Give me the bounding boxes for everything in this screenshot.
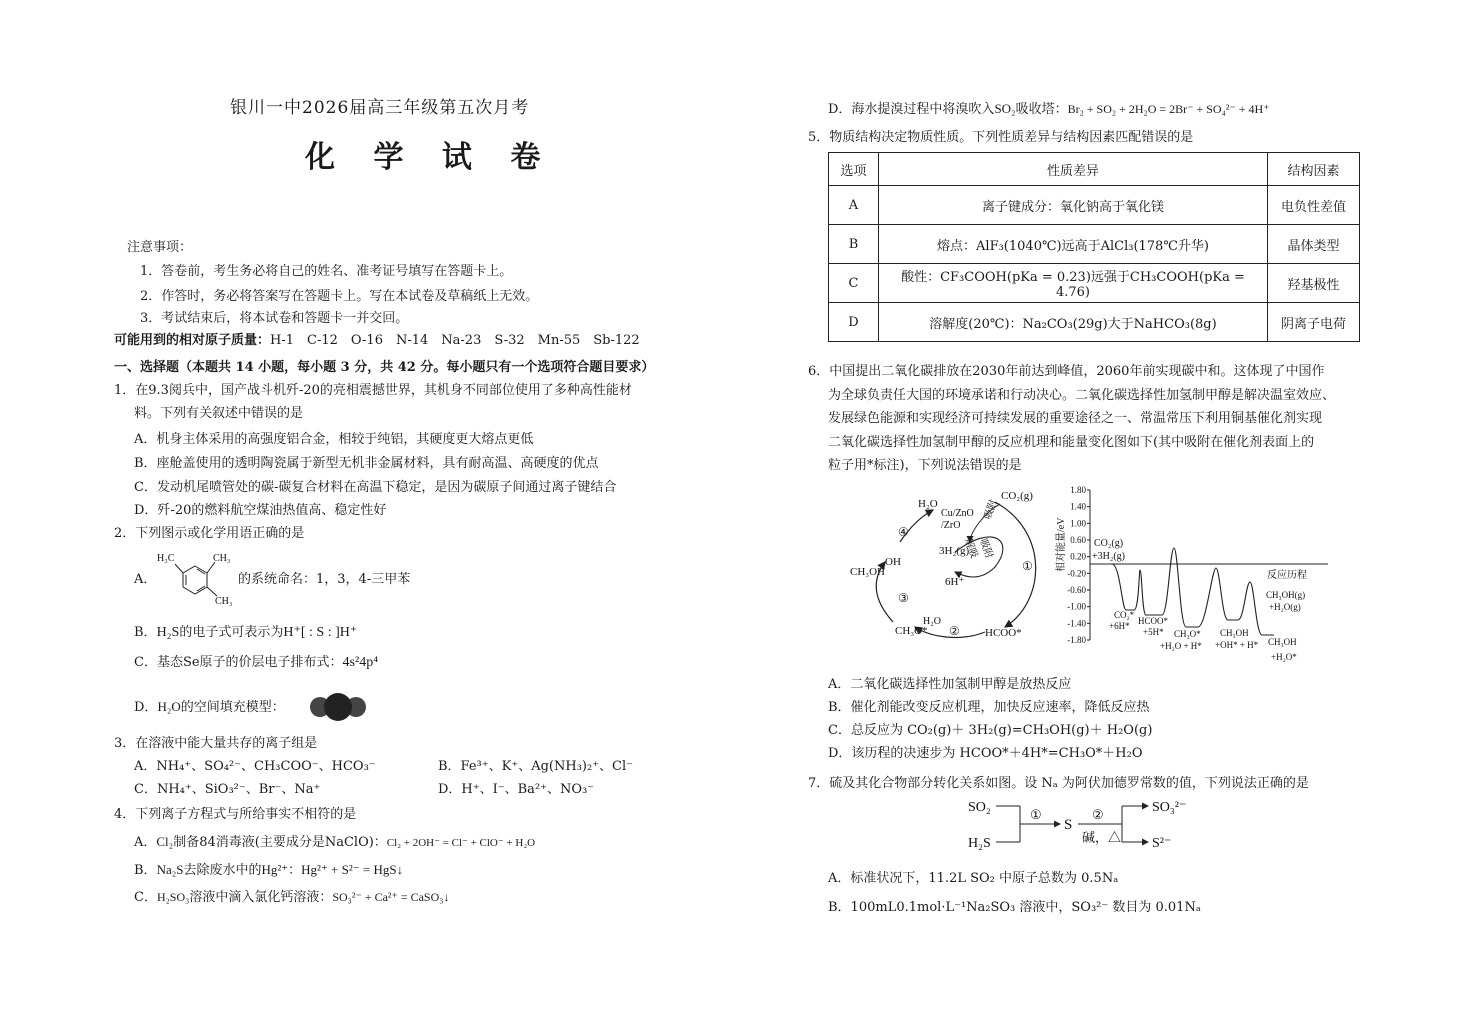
table-cell-property: 熔点：AlF₃(1040℃)远高于AlCl₃(178℃升华): [879, 225, 1268, 264]
table-header-cell: 性质差异: [879, 153, 1268, 186]
cycle-catalyst1: Cu/ZnO: [941, 508, 974, 519]
q2-b-prefix: B．: [134, 625, 157, 640]
q4-b-prefix: B．: [134, 863, 157, 878]
q6-stem-line1: 6．中国提出二氧化碳排放在2030年前达到峰值，2060年前实现碳中和。这体现了中国作: [808, 364, 1325, 379]
q3-option-d: D．H⁺、I⁻、Ba²⁺、NO₃⁻: [438, 782, 595, 797]
table-cell-factor: 羟基极性: [1268, 264, 1360, 303]
energy-xlabel: 反应历程: [1267, 570, 1307, 581]
cycle-h2: 3H₂(g): [939, 545, 970, 557]
q2-option-c: [134, 655, 378, 672]
diagram-h2s: H₂S: [968, 836, 991, 851]
q4-a-text: 制备84消毒液(主要成分是NaClO)：: [173, 835, 387, 850]
table-row: [829, 303, 1360, 342]
diagram-so2: SO₂: [968, 800, 991, 815]
q4-c-prefix: C．: [134, 890, 157, 905]
sulfur-conversion-diagram: [960, 795, 1195, 853]
q2-c-expr: 4s²4p⁴: [342, 655, 379, 670]
q3-option-b: B．Fe³⁺、K⁺、Ag(NH₃)₂⁺、Cl⁻: [438, 759, 634, 774]
label-h3c: H₃C: [157, 553, 175, 564]
energy-ytick-label: -1.00: [1067, 601, 1086, 612]
cycle-ch3oh: CH₃OH: [850, 566, 886, 578]
cycle-6h: 6H⁺: [945, 576, 965, 588]
q1-option-b: B．座舱盖使用的透明陶瓷属于新型无机非金属材料，具有耐高温、高硬度的优点: [134, 456, 599, 471]
notes-item-1: 1．答卷前，考生务必将自己的姓名、准考证号填写在答题卡上。: [140, 264, 513, 279]
energy-species-2a: HCOO*: [1138, 616, 1169, 626]
table-cell-option: A: [829, 186, 879, 225]
cycle-h2o-b: H₂O: [923, 616, 941, 627]
q6-option-c: C．总反应为 CO₂(g)＋ 3H₂(g)=CH₃OH(g)＋ H₂O(g): [828, 723, 1153, 738]
q6-stem-line4: 二氧化碳选择性加氢制甲醇的反应机理和能量变化图如下(其中吸附在催化剂表面上的: [828, 435, 1315, 450]
atomic-mass-line: [114, 333, 640, 349]
table-cell-property: 离子键成分：氧化钠高于氧化镁: [879, 186, 1268, 225]
q2-d-text: 的空间填充模型：: [180, 700, 285, 715]
diagram-condition: 碱，△: [1082, 830, 1122, 845]
energy-end-2: +H₂O(g): [1269, 602, 1301, 612]
energy-species-5b: +H₂O*: [1271, 652, 1297, 662]
q4-a-eq: Cl₂ + 2OH⁻ = Cl⁻ + ClO⁻ + H₂O: [386, 837, 536, 849]
table-cell-option: B: [829, 225, 879, 264]
q2-a-text: 的系统命名：1，3，4-三甲苯: [238, 572, 411, 587]
q4-d-text: 吸收塔：: [1015, 102, 1068, 117]
table-cell-property: 酸性：CF₃COOH(pKa = 0.23)远强于CH₃COOH(pKa = 4.76): [879, 264, 1268, 303]
table-cell-option: D: [829, 303, 879, 342]
q4-d-formula: SO₂: [994, 101, 1016, 116]
q1-stem-line2: 料。下列有关叙述中错误的是: [134, 406, 304, 421]
table-cell-option: C: [829, 264, 879, 303]
table-header-cell: 结构因素: [1268, 153, 1360, 186]
energy-ytick-label: 1.80: [1070, 485, 1086, 495]
q7-option-b: B．100mL0.1mol·L⁻¹Na₂SO₃ 溶液中，SO₃²⁻ 数目为 0.01Nₐ: [828, 900, 1201, 915]
q1-stem-line1: 1．在9.3阅兵中，国产战斗机歼-20的亮相震撼世界，其机身不同部位使用了多种高性能材: [114, 383, 632, 398]
energy-species-2b: +5H*: [1143, 627, 1164, 637]
q6-stem-line3: 发展绿色能源和实现经济可持续发展的重要途径之一、常温常压下利用铜基催化剂实现: [828, 411, 1323, 426]
energy-species-4a: CH₃OH: [1220, 628, 1249, 638]
q2-c-text: C．基态Se原子的价层电子排布式：: [134, 655, 343, 670]
q2-d-prefix: D．: [134, 700, 158, 715]
cycle-oh: OH: [885, 556, 901, 568]
cycle-adsorb-2: 吸附: [977, 537, 995, 560]
q4-option-c: [134, 890, 449, 906]
q3-option-c: C．NH₄⁺、SiO₃²⁻、Br⁻、Na⁺: [134, 782, 321, 797]
energy-species-3b: +H₂O + H*: [1160, 641, 1202, 651]
q3-option-a: A．NH₄⁺、SO₄²⁻、CH₃COO⁻、HCO₃⁻: [134, 759, 376, 774]
energy-ytick-label: -1.40: [1067, 618, 1086, 629]
q4-a-prefix: A．: [134, 835, 157, 850]
table-cell-factor: 电负性差值: [1268, 186, 1360, 225]
energy-start-2: +3H₂(g): [1092, 551, 1126, 562]
q1-option-a: A．机身主体采用的高强度铝合金，相较于纯铝，其硬度更大熔点更低: [134, 432, 534, 447]
q2-option-b: [134, 625, 357, 642]
table-header-cell: 选项: [829, 153, 879, 186]
q4-b-ion: Hg²⁺: [261, 862, 289, 877]
energy-ytick-label: 0.20: [1070, 551, 1086, 562]
energy-profile-chart: [1042, 480, 1342, 670]
table-row: [829, 186, 1360, 225]
diagram-so3: SO₃²⁻: [1152, 800, 1187, 815]
table-cell-factor: 阴离子电荷: [1268, 303, 1360, 342]
cycle-co2: CO₂(g): [1001, 490, 1033, 502]
q4-b-eq: ：Hg²⁺ + S²⁻ = HgS↓: [288, 862, 404, 877]
q4-option-d: [828, 101, 1269, 118]
q4-d-eq: Br₂ + SO₂ + 2H₂O = 2Br⁻ + SO₄²⁻ + 4H⁺: [1067, 102, 1270, 116]
cycle-step-2: ②: [949, 624, 960, 638]
cycle-ch3o: CH₃O*: [895, 625, 928, 637]
water-space-filling-model: [305, 692, 371, 722]
energy-ytick-label: -1.80: [1067, 635, 1086, 645]
energy-ytick-label: 1.40: [1070, 501, 1086, 512]
trimethylbenzene-structure: [155, 550, 235, 606]
q2-option-d: [134, 699, 285, 716]
q2-stem: 2．下列图示或化学用语正确的是: [114, 526, 305, 541]
q6-option-a: A．二氧化碳选择性加氢制甲醇是放热反应: [828, 677, 1072, 692]
energy-species-1b: +6H*: [1109, 621, 1130, 631]
energy-ylabel: 相对能量/eV: [1056, 517, 1067, 572]
table-cell-property: 溶解度(20℃)：Na₂CO₃(29g)大于NaHCO₃(8g): [879, 303, 1268, 342]
diagram-s: S: [1064, 817, 1073, 833]
q4-c-eq: SO₃²⁻ + Ca²⁺ = CaSO₃↓: [332, 890, 450, 904]
q4-a-formula: Cl₂: [156, 834, 174, 849]
diagram-step-1: ①: [1030, 807, 1042, 822]
q4-b-text: 去除废水中的: [183, 863, 262, 878]
table-header-row: [829, 153, 1360, 186]
q2-b-formula: H₂S: [156, 625, 180, 640]
q2-b-expr: H⁺[ : S : ]H⁺: [283, 625, 358, 640]
diagram-step-2: ②: [1092, 807, 1104, 822]
section1-heading: 一、选择题（本题共 14 小题，每小题 3 分，共 42 分。每小题只有一个选项符合题目要求）: [114, 360, 655, 375]
energy-start-1: CO₂(g): [1094, 538, 1124, 549]
subject-title: 化 学 试 卷: [305, 140, 555, 175]
cycle-step-1: ①: [1022, 559, 1033, 573]
q4-option-b: [134, 862, 403, 879]
atomic-mass-label: 可能用到的相对原子质量：: [114, 333, 271, 348]
energy-ytick-label: -0.20: [1067, 568, 1086, 579]
q7-option-a: A．标准状况下，11.2L SO₂ 中原子总数为 0.5Nₐ: [828, 871, 1119, 886]
cycle-adsorb: 吸附: [982, 498, 1000, 522]
table-cell-factor: 晶体类型: [1268, 225, 1360, 264]
cycle-catalyst2: /ZrO: [941, 520, 961, 531]
q4-d-prefix: D．海水提溴过程中将溴吹入: [828, 102, 995, 117]
q1-option-d: D．歼-20的燃料航空煤油热值高、稳定性好: [134, 503, 387, 518]
cycle-h2o: H₂O: [918, 498, 938, 510]
energy-end-1: CH₃OH(g): [1266, 590, 1306, 600]
school-title: 银川一中2026届高三年级第五次月考: [230, 98, 530, 118]
q4-c-text: 溶液中滴入氯化钙溶液：: [189, 890, 333, 905]
notes-item-2: 2．作答时，务必将答案写在答题卡上。写在本试卷及草稿纸上无效。: [140, 289, 539, 304]
table-row: [829, 225, 1360, 264]
q4-option-a: [134, 834, 535, 851]
q1-option-c: C．发动机尾喷管处的碳-碳复合材料在高温下稳定，是因为碳原子间通过离子键结合: [134, 480, 617, 495]
q3-stem: 3．在溶液中能大量共存的离子组是: [114, 736, 318, 751]
table-row: [829, 264, 1360, 303]
energy-ytick-label: -0.60: [1067, 585, 1086, 595]
notes-item-3: 3．考试结束后，将本试卷和答题卡一并交回。: [140, 311, 409, 326]
cycle-step-4: ④: [898, 525, 909, 539]
cycle-desorb: 解吸: [962, 537, 980, 560]
q2-d-formula: H₂O: [157, 699, 181, 714]
q6-option-b: B．催化剂能改变反应机理，加快反应速率，降低反应热: [828, 700, 1150, 715]
q5-table: [828, 152, 1360, 342]
reaction-cycle-diagram: [845, 482, 1050, 647]
label-ch3-bottom: CH₃: [215, 596, 233, 606]
q2-a-prefix: A．: [134, 572, 157, 587]
q4-stem: 4．下列离子方程式与所给事实不相符的是: [114, 807, 357, 822]
energy-species-1a: CO₂*: [1114, 610, 1135, 620]
diagram-s2: S²⁻: [1152, 836, 1172, 851]
q6-stem-line5: 粒子用*标注)，下列说法错误的是: [828, 458, 1022, 473]
notes-heading: 注意事项：: [127, 240, 193, 255]
energy-species-3a: CH₃O*: [1174, 629, 1201, 639]
q6-stem-line2: 为全球负责任大国的环境承诺和行动决心。二氧化碳选择性加氢制甲醇是解决温室效应、: [828, 388, 1336, 403]
energy-species-5a: CH₃OH: [1268, 637, 1297, 647]
energy-ytick-label: 1.00: [1070, 518, 1086, 529]
q4-c-formula: H₂SO₃: [156, 890, 190, 904]
cycle-hcoo: HCOO*: [985, 627, 1022, 639]
q4-b-formula: Na₂S: [156, 862, 184, 877]
atomic-mass-values: H-1 C-12 O-16 N-14 Na-23 S-32 Mn-55 Sb-122: [270, 333, 640, 348]
energy-ytick-label: 0.60: [1070, 535, 1086, 545]
cycle-step-3: ③: [898, 591, 909, 605]
label-ch3-top: CH₃: [213, 553, 231, 564]
q5-stem: 5．物质结构决定物质性质。下列性质差异与结构因素匹配错误的是: [808, 130, 1194, 145]
q6-option-d: D．该历程的决速步为 HCOO*＋4H*=CH₃O*＋H₂O: [828, 746, 1143, 761]
energy-species-4b: +OH* + H*: [1215, 640, 1259, 650]
q2-b-text: 的电子式可表示为: [179, 625, 284, 640]
q7-stem: 7．硫及其化合物部分转化关系如图。设 Nₐ 为阿伏加德罗常数的值，下列说法正确的是: [808, 776, 1309, 791]
